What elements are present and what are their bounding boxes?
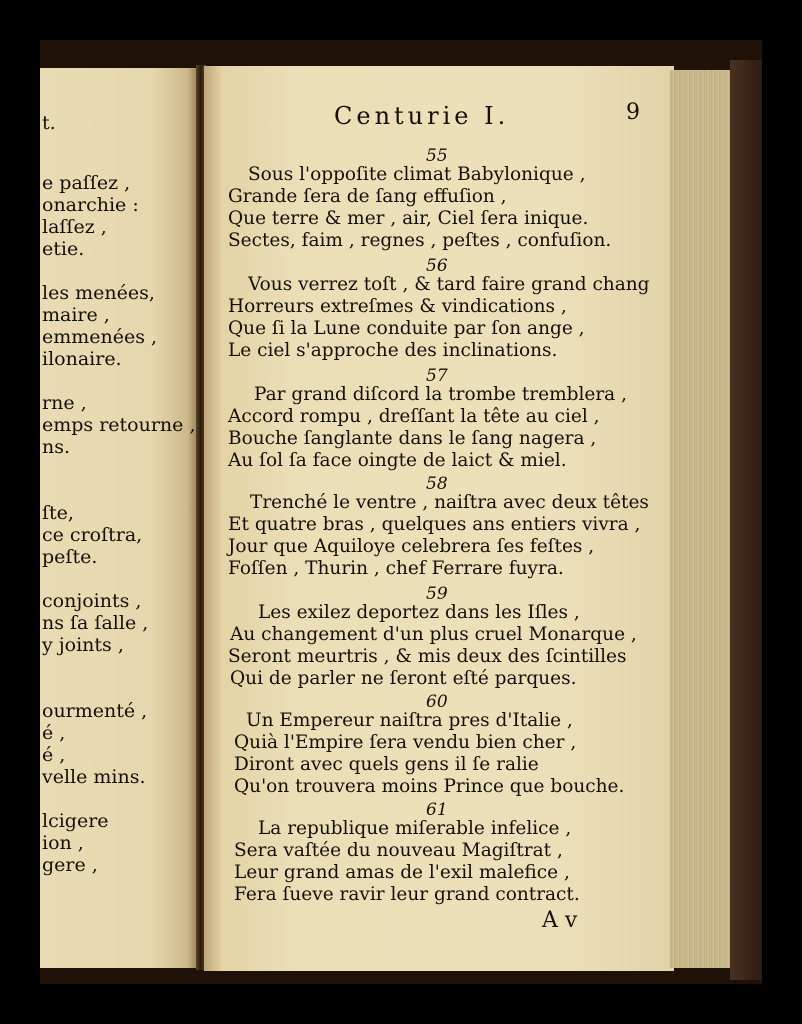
quatrain-number: 59 <box>426 584 448 604</box>
left-text-line: lcigere <box>42 810 109 832</box>
left-text-line: velle mins. <box>42 766 146 788</box>
left-text-line: onarchie : <box>42 194 139 216</box>
left-text-line: é , <box>42 744 66 766</box>
left-text-line: é , <box>42 722 66 744</box>
verse-line: Sectes, faim , regnes , peſtes , confuſion. <box>228 230 612 251</box>
left-page <box>40 68 200 968</box>
verse-line: Vous verrez toſt , & tard faire grand chang <box>248 274 650 295</box>
verse-line: Accord rompu , dreſſant la tête au ciel , <box>228 406 600 427</box>
quatrain-number: 56 <box>426 256 448 276</box>
left-text-line: emps retourne , <box>42 414 196 436</box>
verse-line: Au ſol ſa face oingte de laict & miel. <box>228 450 567 471</box>
left-text-line: laſſez , <box>42 216 107 238</box>
book-cover <box>730 60 762 980</box>
verse-line: Par grand diſcord la trombe tremblera , <box>254 384 627 405</box>
verse-line: Grande ſera de ſang effuſion , <box>228 186 507 207</box>
verse-line: Au changement d'un plus cruel Monarque , <box>230 624 637 645</box>
verse-line: Que terre & mer , air, Ciel ſera inique. <box>228 208 589 229</box>
quatrain-number: 61 <box>426 800 448 820</box>
page-number: 9 <box>626 100 640 125</box>
verse-line: Le ciel s'approche des inclinations. <box>228 340 558 361</box>
quatrain-number: 60 <box>426 692 448 712</box>
verse-line: Jour que Aquiloye celebrera ſes feſtes , <box>228 536 595 557</box>
left-text-line: ourmenté , <box>42 700 148 722</box>
verse-line: Horreurs extreſmes & vindications , <box>228 296 567 317</box>
verse-line: Et quatre bras , quelques ans entiers vivra , <box>228 514 641 535</box>
left-text-line: etie. <box>42 238 85 260</box>
verse-line: Seront meurtris , & mis deux des ſcintilles <box>228 646 627 667</box>
quatrain-number: 57 <box>426 366 448 386</box>
quatrain-number: 55 <box>426 146 448 166</box>
left-text-line: conjoints , <box>42 590 142 612</box>
left-text-line: e paſſez , <box>42 172 131 194</box>
verse-line: Quià l'Empire ſera vendu bien cher , <box>234 732 577 753</box>
right-page <box>204 66 674 971</box>
quatrain-number: 58 <box>426 474 448 494</box>
verse-line: Qu'on trouvera moins Prince que bouche. <box>234 776 625 797</box>
verse-line: Trenché le ventre , naiſtra avec deux têtes <box>250 492 649 513</box>
left-text-line: rne , <box>42 392 87 414</box>
left-text-line: ion , <box>42 832 84 854</box>
left-text-line: gere , <box>42 854 98 876</box>
left-text-line: peſte. <box>42 546 98 568</box>
verse-line: Les exilez deportez dans les Iſles , <box>258 602 580 623</box>
verse-line: Qui de parler ne ſeront eſté parques. <box>230 668 577 689</box>
verse-line: Bouche ſanglante dans le ſang nagera , <box>228 428 597 449</box>
verse-line: Diront avec quels gens il ſe ralie <box>234 754 539 775</box>
verse-line: Sera vaſtée du nouveau Magiſtrat , <box>234 840 563 861</box>
book-scan <box>40 40 762 984</box>
left-header-fragment: t. <box>42 112 56 134</box>
verse-line: Que ſi la Lune conduite par ſon ange , <box>228 318 585 339</box>
left-text-line: y joints , <box>42 634 124 656</box>
left-text-line: ns. <box>42 436 71 458</box>
verse-line: Sous l'oppoſite climat Babylonique , <box>248 164 586 185</box>
verse-line: La republique miſerable infelice , <box>258 818 572 839</box>
verse-line: Fera ſueve ravir leur grand contract. <box>234 884 580 905</box>
left-text-line: les menées, <box>42 282 155 304</box>
signature-mark: A v <box>542 908 578 933</box>
left-text-line: ns ſa ſalle , <box>42 612 149 634</box>
left-text-line: ce croſtra, <box>42 524 143 546</box>
verse-line: Foſſen , Thurin , chef Ferrare fuyra. <box>228 558 564 579</box>
page-edges <box>670 70 732 968</box>
verse-line: Un Empereur naiſtra pres d'Italie , <box>246 710 573 731</box>
left-text-line: ſte, <box>42 502 74 524</box>
left-text-line: emmenées , <box>42 326 158 348</box>
running-header: Centurie I. <box>334 102 510 130</box>
left-text-line: maire , <box>42 304 110 326</box>
verse-line: Leur grand amas de l'exil malefice , <box>234 862 570 883</box>
left-text-line: ilonaire. <box>42 348 122 370</box>
